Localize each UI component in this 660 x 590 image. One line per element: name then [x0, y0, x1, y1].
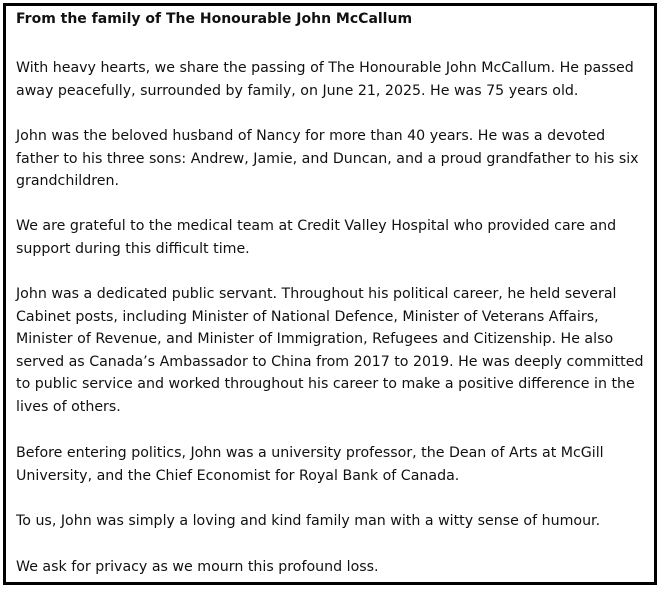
notice-paragraph: John was a dedicated public servant. Throughout his political career, he held several Cabinet posts, including Minister of National Defence, Minister of Veterans Affairs, Minister of Revenue, and Minister of Immigration, Refugees and Citizenship. He also served as Canada’s Ambassador to China from 2017 to 2019. He was deeply committed to public service and worked throughout his career to make a positive difference in the lives of others. — [16, 286, 644, 415]
notice-paragraph: Before entering politics, John was a university professor, the Dean of Arts at McGill University, and the Chief Economist for Royal Bank of Canada. — [16, 445, 604, 484]
notice-frame — [3, 3, 657, 585]
notice-paragraph: To us, John was simply a loving and kind family man with a witty sense of humour. — [16, 513, 601, 529]
notice-paragraph: With heavy hearts, we share the passing of The Honourable John McCallum. He passed away peacefully, surrounded by family, on June 21, 2025. He was 75 years old. — [16, 60, 634, 99]
notice-heading: From the family of The Honourable John McCallum — [16, 11, 413, 27]
notice-paragraph: We ask for privacy as we mourn this profound loss. — [16, 559, 379, 575]
notice-paragraph: John was the beloved husband of Nancy for more than 40 years. He was a devoted father to his three sons: Andrew, Jamie, and Duncan, and a proud grandfather to his six grandchildren. — [16, 128, 639, 190]
notice-paragraph: We are grateful to the medical team at Credit Valley Hospital who provided care and support during this difficult time. — [16, 218, 617, 257]
